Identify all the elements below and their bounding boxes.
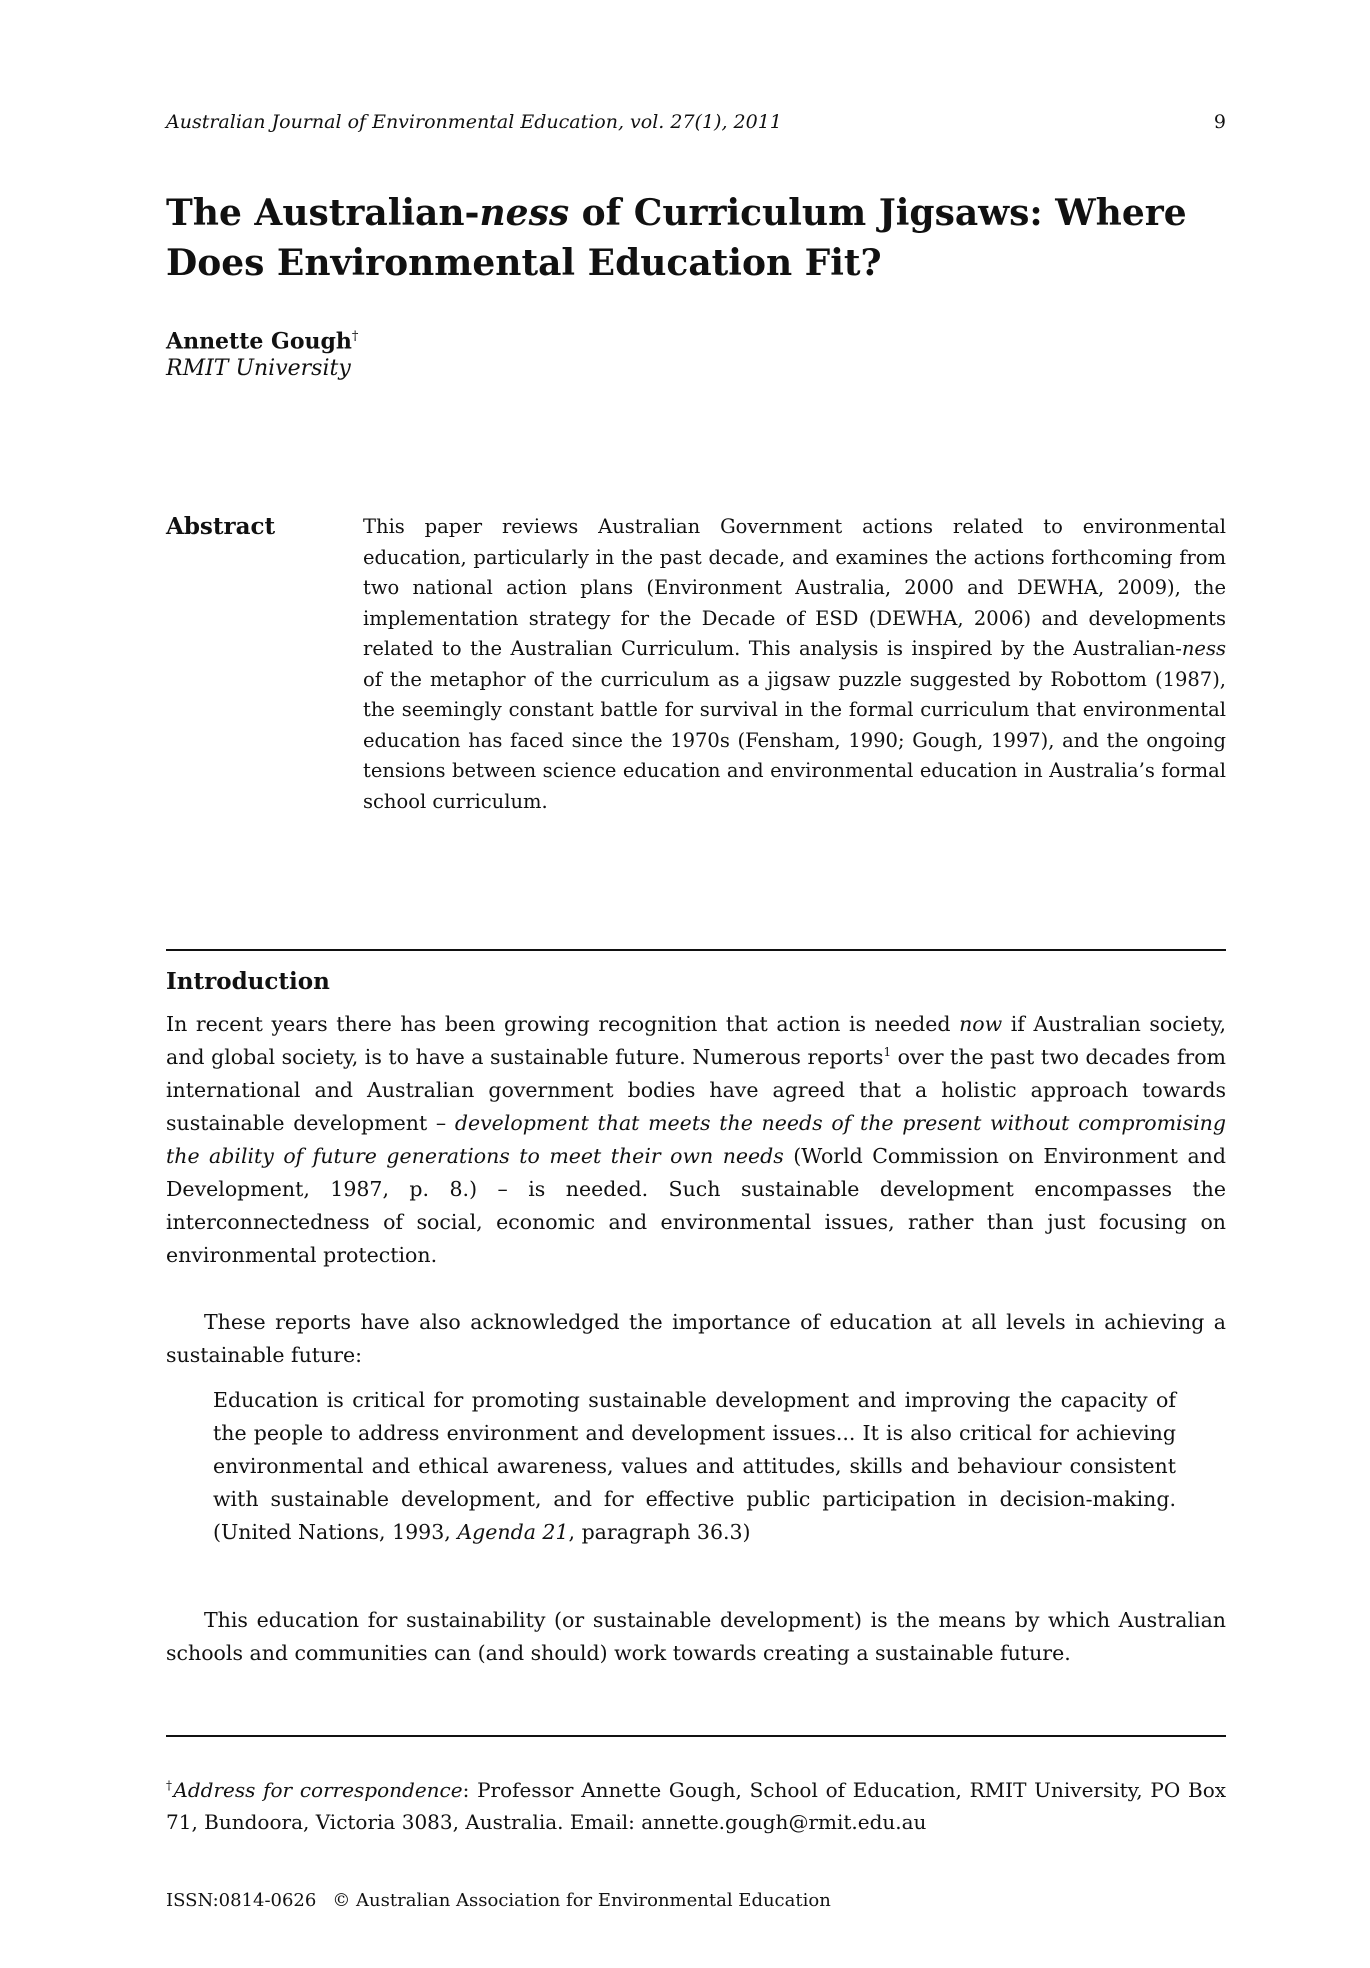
introduction-paragraph-3: This education for sustainability (or sustainable development) is the means by which Australian schools and communities can (and should) work towards creating a sustainable future. <box>166 1608 1226 1665</box>
quote-title: Agenda 21 <box>457 1520 569 1544</box>
author-name <box>166 322 358 356</box>
running-head: Australian Journal of Environmental Education, vol. 27(1), 2011 <box>166 111 782 133</box>
issn: ISSN:0814-0626 <box>166 1890 317 1911</box>
abstract-text <box>363 512 1226 817</box>
author-affiliation: RMIT University <box>166 356 351 381</box>
title-part-1: The Australian- <box>166 192 480 234</box>
intro-p1-text-d: (World Commission on Environment and Development, 1987, p. 8.) – is needed. Such sustainable development encompasses the interconnectedness of social, economic and environmental issues, rather than just focusing on environmental protection. <box>166 1144 1226 1267</box>
abstract-heading: Abstract <box>166 513 276 540</box>
intro-p1-text-b: if Australian society, and global society, is to have a sustainable future. Numerous reports <box>166 1012 1227 1069</box>
article-title <box>166 188 1246 288</box>
intro-p1-text-c: over the past two decades from international and Australian government bodies have agreed that a holistic approach towards sustainable development – <box>166 1045 1226 1135</box>
footnote-reference-1: 1 <box>883 1045 892 1060</box>
title-part-2: of Curriculum Jigsaws: Where Does Environmental Education Fit? <box>166 192 1187 284</box>
introduction-paragraph-1 <box>166 1008 1226 1272</box>
quote-text-a: Education is critical for promoting sustainable development and improving the capacity of the people to address environment and development issues... It is also critical for achieving environmental and ethical awareness, values and attitudes, skills and behaviour consistent with sustainable development, and for effective public participation in decision-making. (United Nations, 1993, <box>213 1388 1176 1544</box>
abstract-text-2: of the metaphor of the curriculum as a jigsaw puzzle suggested by Robottom (1987), the seemingly constant battle for survival in the formal curriculum that environmental education has faced since the 1970s (Fensham, 1990; Gough, 1997), and the ongoing tensions between science education and environmental education in Australia’s formal school curriculum. <box>363 667 1226 813</box>
correspondence-footnote <box>166 1774 1226 1838</box>
footnote-divider <box>166 1735 1226 1737</box>
footnote-mark: † <box>166 1778 174 1793</box>
abstract-text-1: This paper reviews Australian Government actions related to environmental education, particularly in the past decade, and examines the actions forthcoming from two national action plans (Environment Australia, 2000 and DEWHA, 2009), the implementation strategy for the Decade of ESD (DEWHA, 2006) and developments related to the Australian Curriculum. This analysis is inspired by the Australian- <box>363 515 1226 660</box>
quote-text-b: , paragraph 36.3) <box>568 1520 751 1544</box>
abstract-emphasis: ness <box>1181 637 1226 660</box>
intro-p1-now: now <box>959 1012 1003 1036</box>
intro-p1-definition: development that meets the needs of the present without compromising the ability of future generations to meet their own needs <box>166 1111 1227 1168</box>
copyright-notice: © Australian Association for Environmental Education <box>332 1890 831 1911</box>
title-emphasis: ness <box>479 192 570 234</box>
page-footer <box>166 1888 831 1914</box>
footnote-label: Address for correspondence <box>173 1778 463 1802</box>
page-number: 9 <box>1213 111 1226 133</box>
introduction-heading: Introduction <box>166 968 330 995</box>
author-footnote-mark: † <box>351 329 359 344</box>
introduction-paragraph-2: These reports have also acknowledged the importance of education at all levels in achieving a sustainable future: <box>166 1310 1226 1367</box>
section-divider-top <box>166 949 1226 951</box>
block-quotation <box>213 1384 1176 1549</box>
intro-p1-text-a: In recent years there has been growing recognition that action is needed <box>166 1012 960 1036</box>
author-name-text: Annette Gough <box>166 328 352 355</box>
footnote-text: : Professor Annette Gough, School of Education, RMIT University, PO Box 71, Bundoora, Victoria 3083, Australia. Email: annette.gough@rmit.edu.au <box>166 1778 1227 1834</box>
